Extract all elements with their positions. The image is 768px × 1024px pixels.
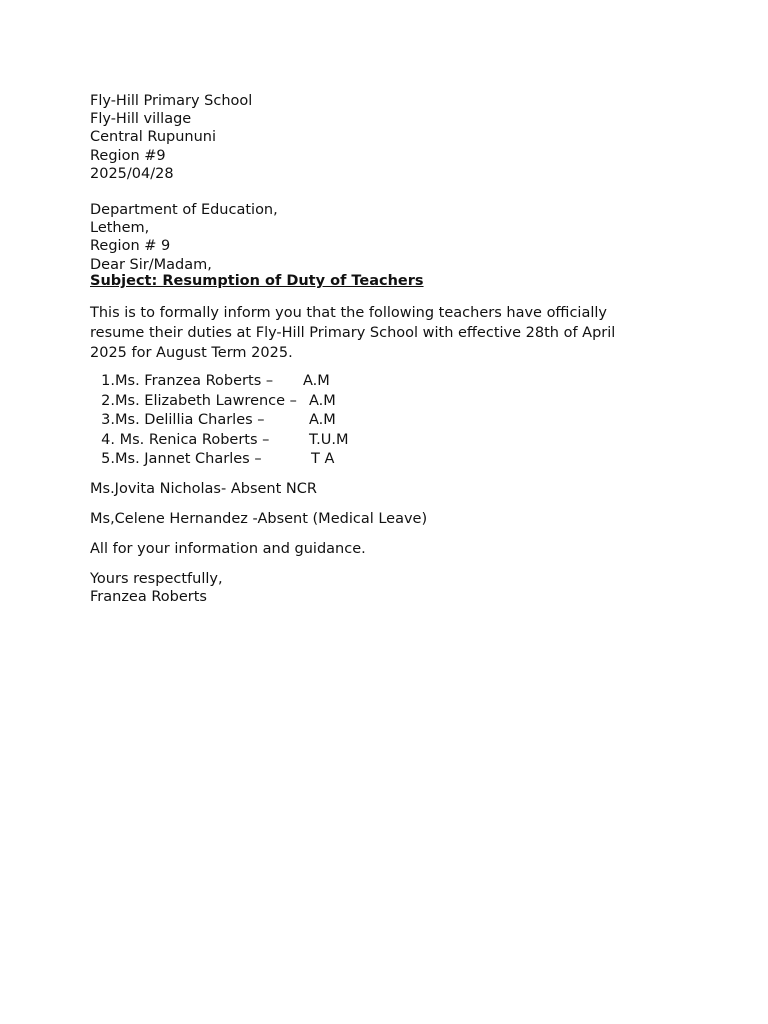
sender-school: Fly-Hill Primary School xyxy=(90,93,253,109)
signoff-phrase: Yours respectfully, xyxy=(90,571,223,587)
list-number: 2. xyxy=(101,392,115,409)
teacher-role: T.U.M xyxy=(309,431,349,448)
signoff-name: Franzea Roberts xyxy=(90,589,207,606)
teacher-role: A.M xyxy=(309,392,336,409)
teacher-list xyxy=(90,372,690,470)
list-number: 4. xyxy=(101,431,115,448)
teacher-role: A.M xyxy=(303,373,330,389)
recipient-region: Region # 9 xyxy=(90,238,171,255)
absent-note-2: Ms,Celene Hernandez -Absent (Medical Leave) xyxy=(90,511,428,527)
recipient-address xyxy=(90,201,690,274)
letter-date: 2025/04/28 xyxy=(90,165,174,182)
sender-region: Region #9 xyxy=(90,147,166,164)
list-item xyxy=(90,411,690,431)
teacher-name: Ms. Delillia Charles – xyxy=(115,412,265,428)
body-paragraph: This is to formally inform you that the following teachers have officially resume their duties at Fly-Hill Primary School with effective 28th of April 2025 for August Term 2025. xyxy=(90,305,616,361)
sender-address xyxy=(90,92,690,183)
signoff xyxy=(90,570,690,606)
teacher-role: A.M xyxy=(309,412,336,428)
teacher-name: Ms. Renica Roberts – xyxy=(115,431,270,448)
sender-village: Fly-Hill village xyxy=(90,111,192,128)
recipient-dept: Department of Education, xyxy=(90,202,278,218)
salutation: Dear Sir/Madam, xyxy=(90,256,212,273)
recipient-town: Lethem, xyxy=(90,220,150,237)
list-number: 5. xyxy=(101,451,115,467)
teacher-name: Ms. Jannet Charles – xyxy=(115,451,262,467)
list-item xyxy=(90,372,690,392)
teacher-role: T A xyxy=(311,451,335,467)
list-number: 1. xyxy=(101,373,115,389)
list-number: 3. xyxy=(101,412,115,428)
teacher-name: Ms. Elizabeth Lawrence – xyxy=(115,392,297,409)
teacher-name: Ms. Franzea Roberts – xyxy=(115,373,274,389)
list-item xyxy=(90,450,690,470)
list-item xyxy=(90,431,690,451)
absent-note-1: Ms.Jovita Nicholas- Absent NCR xyxy=(90,481,317,497)
subject-line: Subject: Resumption of Duty of Teachers xyxy=(90,273,424,289)
sender-area: Central Rupununi xyxy=(90,129,217,146)
closing-line: All for your information and guidance. xyxy=(90,541,366,557)
list-item xyxy=(90,392,690,412)
